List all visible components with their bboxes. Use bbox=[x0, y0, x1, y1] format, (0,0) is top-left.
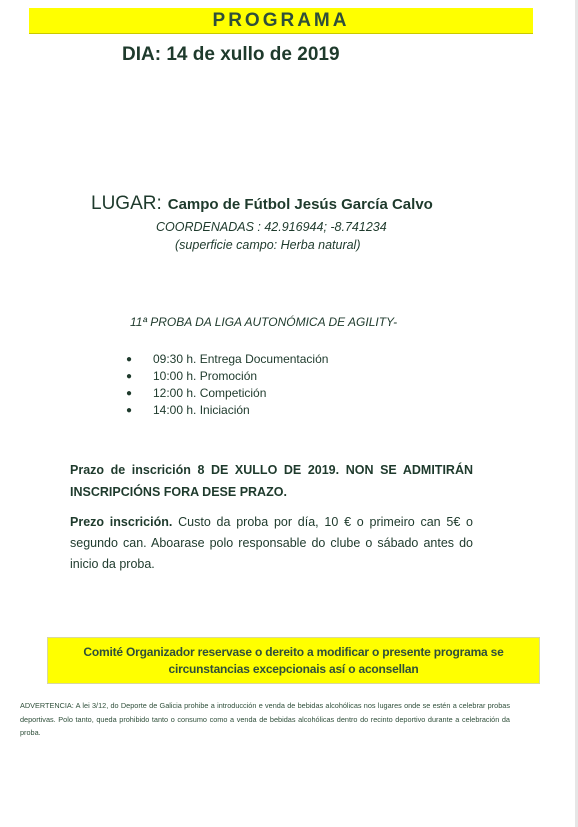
place-value: Campo de Fútbol Jesús García Calvo bbox=[167, 196, 433, 213]
bullet-icon: ● bbox=[126, 371, 133, 382]
event-title: 11ª PROBA DA LIGA AUTONÓMICA DE AGILITY- bbox=[130, 315, 398, 329]
schedule-item-text: 09:30 h. Entrega Documentación bbox=[153, 352, 329, 366]
registration-price bbox=[70, 512, 473, 575]
schedule-item-text: 12:00 h. Competición bbox=[153, 386, 267, 400]
place-label: LUGAR: bbox=[91, 193, 162, 214]
surface-note: (superficie campo: Herba natural) bbox=[175, 238, 361, 252]
event-date: DIA: 14 de xullo de 2019 bbox=[122, 44, 340, 65]
price-label: Prezo inscrición. bbox=[70, 515, 173, 529]
bullet-icon: ● bbox=[126, 388, 133, 399]
schedule-list bbox=[126, 351, 328, 419]
bullet-icon: ● bbox=[126, 405, 133, 416]
bullet-icon: ● bbox=[126, 354, 133, 365]
place-line bbox=[91, 193, 433, 215]
list-item bbox=[126, 385, 328, 402]
schedule-item-text: 10:00 h. Promoción bbox=[153, 369, 258, 383]
notice-bar bbox=[47, 637, 540, 684]
list-item bbox=[126, 351, 328, 368]
header-bar bbox=[29, 8, 533, 34]
list-item bbox=[126, 402, 328, 419]
notice-text: Comité Organizador reservase o dereito a modificar o presente programa se circunstancias excepcionais así o aconsellan bbox=[83, 645, 504, 676]
schedule-item-text: 14:00 h. Iniciación bbox=[153, 403, 250, 417]
legal-warning: ADVERTENCIA: A lei 3/12, do Deporte de Galicia prohibe a introducción e venda de bebidas alcohólicas nos lugares onde se estén a celebrar probas deportivas. Polo tanto, queda prohibido tanto o consumo como a venda de bebidas alcohólicas dentro do recinto deportivo durante a celebración da proba. bbox=[20, 701, 510, 737]
list-item bbox=[126, 368, 328, 385]
price-text: Custo da proba por día, 10 € o primeiro can 5€ o segundo can. Aboarase polo responsable do clube o sábado antes do inicio da proba. bbox=[70, 515, 474, 571]
registration-deadline: Prazo de inscrición 8 DE XULLO DE 2019. NON SE ADMITIRÁN INSCRIPCIÓNS FORA DESE PRAZO. bbox=[70, 463, 473, 499]
coordinates: COORDENADAS : 42.916944; -8.741234 bbox=[156, 220, 387, 234]
page-title: PROGRAMA bbox=[212, 10, 350, 31]
